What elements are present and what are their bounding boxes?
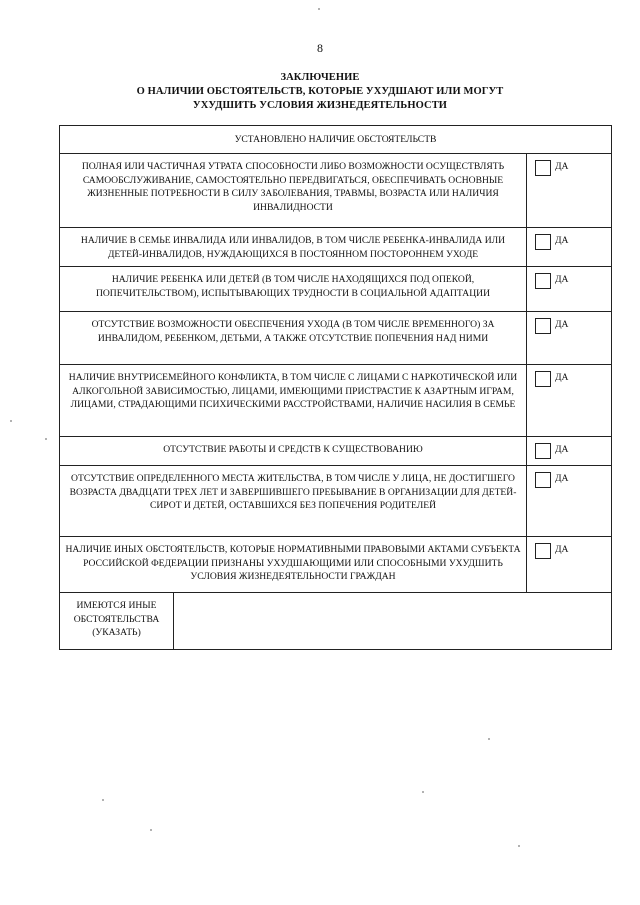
da-label: ДА	[555, 444, 569, 455]
da-label: ДА	[555, 235, 569, 246]
da-label: ДА	[555, 274, 569, 285]
table-row	[60, 154, 612, 228]
da-checkbox[interactable]	[535, 371, 551, 387]
table-row	[60, 466, 612, 537]
scan-speck	[45, 438, 47, 440]
circumstance-text: ПОЛНАЯ ИЛИ ЧАСТИЧНАЯ УТРАТА СПОСОБНОСТИ ЛИБО ВОЗМОЖНОСТИ ОСУЩЕСТВЛЯТЬ САМООБСЛУЖИВАНИЕ, САМОСТОЯТЕЛЬНО ПЕРЕДВИГАТЬСЯ, ОБЕСПЕЧИВАТЬ ОСНОВНЫЕ ЖИЗНЕННЫЕ ПОТРЕБНОСТИ В СИЛУ ЗАБОЛЕВАНИЯ, ТРАВМЫ, ВОЗРАСТА ИЛИ НАЛИЧИЯ ИНВАЛИДНОСТИ	[60, 154, 527, 228]
circumstance-text: НАЛИЧИЕ ВНУТРИСЕМЕЙНОГО КОНФЛИКТА, В ТОМ ЧИСЛЕ С ЛИЦАМИ С НАРКОТИЧЕСКОЙ ИЛИ АЛКОГОЛЬНОЙ ЗАВИСИМОСТЬЮ, ЛИЦАМИ, ИМЕЮЩИМИ ПРИСТРАСТИЕ К АЗАРТНЫМ ИГРАМ, ЛИЦАМИ, СТРАДАЮЩИМИ ПСИХИЧЕСКИМИ РАССТРОЙСТВАМИ, НАЛИЧИЕ НАСИЛИЯ В СЕМЬЕ	[60, 365, 527, 437]
da-checkbox[interactable]	[535, 318, 551, 334]
table-row	[60, 228, 612, 267]
check-cell	[527, 437, 612, 466]
da-label: ДА	[555, 161, 569, 172]
title-line-1: ЗАКЛЮЧЕНИЕ	[280, 72, 360, 83]
da-checkbox[interactable]	[535, 234, 551, 250]
page-number: 8	[317, 41, 323, 55]
check-cell	[527, 267, 612, 312]
check-cell	[527, 228, 612, 267]
table-header: УСТАНОВЛЕНО НАЛИЧИЕ ОБСТОЯТЕЛЬСТВ	[60, 126, 612, 154]
da-checkbox[interactable]	[535, 160, 551, 176]
circumstance-text: ОТСУТСТВИЕ РАБОТЫ И СРЕДСТВ К СУЩЕСТВОВАНИЮ	[60, 437, 527, 466]
da-checkbox[interactable]	[535, 543, 551, 559]
circumstances-table	[59, 125, 612, 650]
table-row	[60, 365, 612, 437]
other-circumstances-row	[60, 593, 612, 650]
scan-speck	[488, 738, 490, 740]
da-checkbox[interactable]	[535, 273, 551, 289]
scan-speck	[150, 829, 152, 831]
document-title	[0, 71, 640, 113]
check-cell	[527, 466, 612, 537]
da-checkbox[interactable]	[535, 443, 551, 459]
scan-speck	[102, 799, 104, 801]
circumstance-text: ОТСУТСТВИЕ ОПРЕДЕЛЕННОГО МЕСТА ЖИТЕЛЬСТВА, В ТОМ ЧИСЛЕ У ЛИЦА, НЕ ДОСТИГШЕГО ВОЗРАСТА ДВАДЦАТИ ТРЕХ ЛЕТ И ЗАВЕРШИВШЕГО ПРЕБЫВАНИЕ В ОРГАНИЗАЦИИ ДЛЯ ДЕТЕЙ-СИРОТ И ДЕТЕЙ, ОСТАВШИХСЯ БЕЗ ПОПЕЧЕНИЯ РОДИТЕЛЕЙ	[60, 466, 527, 537]
circumstance-text: НАЛИЧИЕ ИНЫХ ОБСТОЯТЕЛЬСТВ, КОТОРЫЕ НОРМАТИВНЫМИ ПРАВОВЫМИ АКТАМИ СУБЪЕКТА РОССИЙСКОЙ ФЕДЕРАЦИИ ПРИЗНАНЫ УХУДШАЮЩИМИ ИЛИ СПОСОБНЫМИ УХУДШИТЬ УСЛОВИЯ ЖИЗНЕДЕЯТЕЛЬНОСТИ ГРАЖДАН	[60, 537, 527, 593]
table-header-row	[60, 126, 612, 154]
check-cell	[527, 312, 612, 365]
other-circumstances-field[interactable]	[174, 593, 612, 650]
other-label-line-2: ОБСТОЯТЕЛЬСТВА	[73, 613, 160, 625]
da-label: ДА	[555, 319, 569, 330]
check-cell	[527, 537, 612, 593]
circumstance-text: НАЛИЧИЕ РЕБЕНКА ИЛИ ДЕТЕЙ (В ТОМ ЧИСЛЕ НАХОДЯЩИХСЯ ПОД ОПЕКОЙ, ПОПЕЧИТЕЛЬСТВОМ), ИСПЫТЫВАЮЩИХ ТРУДНОСТИ В СОЦИАЛЬНОЙ АДАПТАЦИИ	[60, 267, 527, 312]
table-row	[60, 267, 612, 312]
scan-speck	[318, 8, 320, 10]
scan-speck	[422, 791, 424, 793]
other-label-line-3: (УКАЗАТЬ)	[92, 627, 141, 638]
circumstance-text: ОТСУТСТВИЕ ВОЗМОЖНОСТИ ОБЕСПЕЧЕНИЯ УХОДА (В ТОМ ЧИСЛЕ ВРЕМЕННОГО) ЗА ИНВАЛИДОМ, РЕБЕНКОМ, ДЕТЬМИ, А ТАКЖЕ ОТСУТСТВИЕ ПОПЕЧЕНИЯ НАД НИМИ	[60, 312, 527, 365]
table-row	[60, 537, 612, 593]
title-line-3: УХУДШИТЬ УСЛОВИЯ ЖИЗНЕДЕЯТЕЛЬНОСТИ	[192, 100, 448, 111]
title-line-2: О НАЛИЧИИ ОБСТОЯТЕЛЬСТВ, КОТОРЫЕ УХУДШАЮТ ИЛИ МОГУТ	[136, 86, 504, 97]
scan-speck	[10, 420, 12, 422]
circumstance-text: НАЛИЧИЕ В СЕМЬЕ ИНВАЛИДА ИЛИ ИНВАЛИДОВ, В ТОМ ЧИСЛЕ РЕБЕНКА-ИНВАЛИДА ИЛИ ДЕТЕЙ-ИНВАЛИДОВ, НУЖДАЮЩИХСЯ В ПОСТОЯННОМ ПОСТОРОННЕМ УХОДЕ	[60, 228, 527, 267]
check-cell	[527, 154, 612, 228]
other-circumstances-label	[60, 593, 174, 650]
table-row	[60, 312, 612, 365]
other-label-line-1: ИМЕЮТСЯ ИНЫЕ	[76, 600, 157, 611]
check-cell	[527, 365, 612, 437]
da-checkbox[interactable]	[535, 472, 551, 488]
da-label: ДА	[555, 544, 569, 555]
da-label: ДА	[555, 473, 569, 484]
da-label: ДА	[555, 372, 569, 383]
scan-speck	[518, 845, 520, 847]
table-row	[60, 437, 612, 466]
